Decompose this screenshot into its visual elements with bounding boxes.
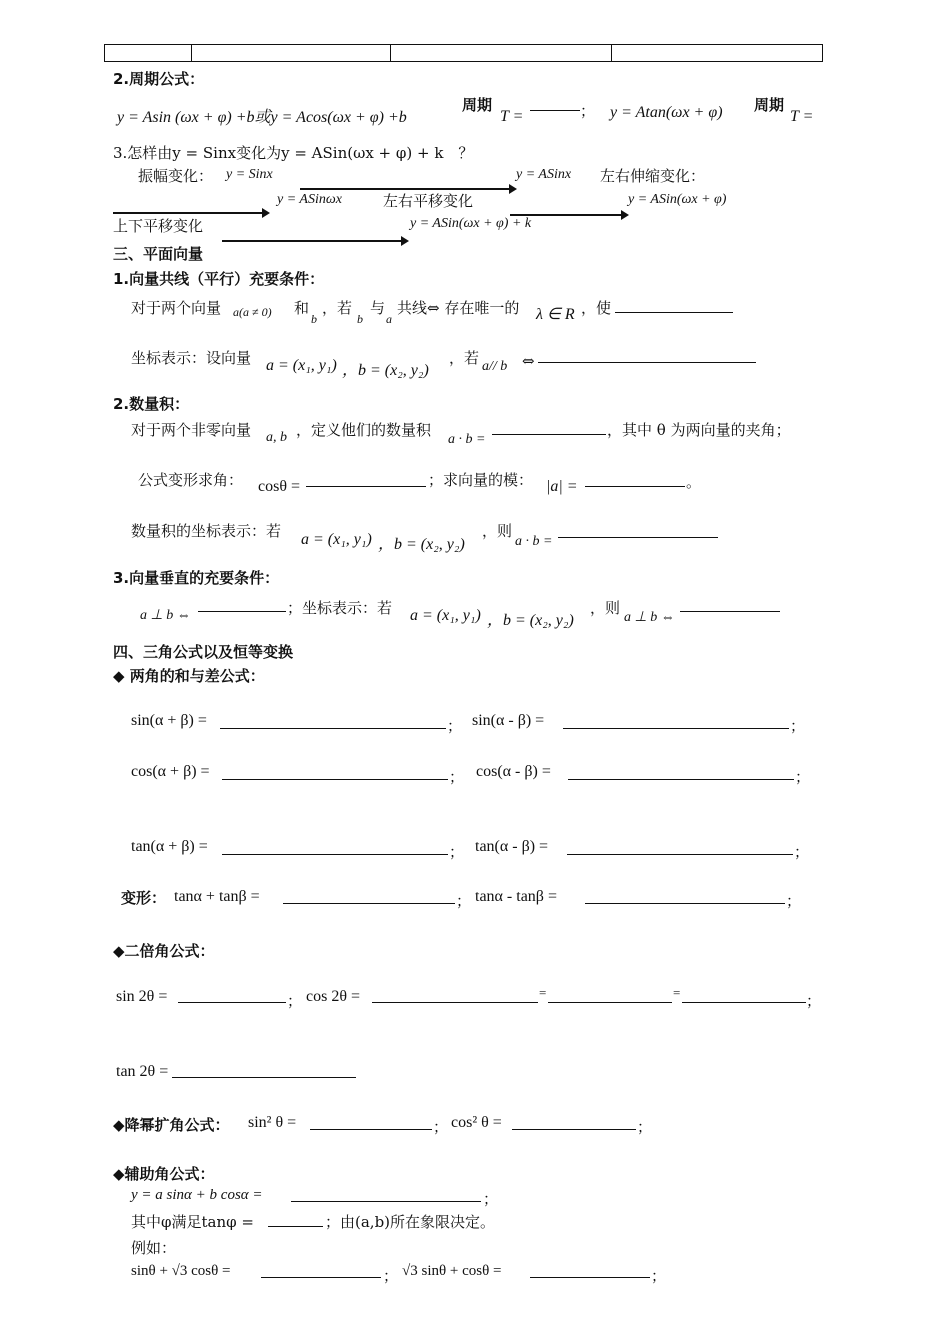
dot-blank bbox=[492, 434, 606, 435]
semicolon: ； bbox=[794, 843, 810, 861]
arrow-icon bbox=[222, 240, 402, 242]
dotcoord-text-2: ，则 bbox=[482, 522, 513, 540]
blank bbox=[563, 728, 789, 729]
collinear-vec-a: a(a ≠ 0) bbox=[233, 305, 272, 319]
coord-vec-b: ，b = (x₂, y₂) bbox=[342, 362, 429, 379]
semicolon: ； bbox=[651, 1267, 667, 1285]
coord-iff: ⇔ bbox=[522, 352, 535, 370]
blank bbox=[585, 903, 785, 904]
dot-vecs: a, b bbox=[266, 430, 287, 445]
modulus: |a| = bbox=[546, 478, 578, 495]
semicolon: ； bbox=[637, 1118, 653, 1136]
cos-2theta: cos 2θ = bbox=[306, 988, 361, 1005]
blank bbox=[291, 1201, 481, 1202]
blank bbox=[372, 1002, 538, 1003]
sin-squared: sin² θ = bbox=[248, 1114, 297, 1131]
collinear-text-5: 共线⇔ 存在唯一的 bbox=[397, 299, 520, 317]
coord-vec-a: a = (x₁, y₁) bbox=[266, 357, 337, 374]
table-cell bbox=[105, 45, 192, 62]
variant-label: 变形： bbox=[121, 889, 167, 907]
vectors-heading: 三、平面向量 bbox=[113, 245, 204, 263]
transform-stretch-to: y = ASinωx bbox=[277, 192, 342, 207]
semicolon: ； bbox=[383, 1267, 399, 1285]
equals: = bbox=[673, 985, 681, 1000]
collinear-text-1: 对于两个向量 bbox=[131, 299, 222, 317]
period-heading: 2.周期公式： bbox=[113, 70, 205, 88]
blank bbox=[567, 854, 793, 855]
table-cell bbox=[391, 45, 612, 62]
blank bbox=[310, 1129, 432, 1130]
transform-shift-label: 左右平移变化 bbox=[383, 192, 474, 210]
semicolon: ； bbox=[483, 1190, 499, 1208]
transform-amp-label: 振幅变化： bbox=[138, 167, 214, 185]
semicolon: ； bbox=[806, 992, 822, 1010]
sin-plus: sin(α + β) = bbox=[131, 712, 207, 729]
table-cell bbox=[192, 45, 391, 62]
coord-text-2: ，若 bbox=[449, 349, 480, 367]
dot-text-2: ，定义他们的数量积 bbox=[296, 421, 432, 439]
collinear-text-6: ，使 bbox=[581, 299, 612, 317]
blank bbox=[548, 1002, 672, 1003]
angle-blank bbox=[306, 486, 426, 487]
blank bbox=[568, 779, 794, 780]
modulus-blank bbox=[585, 486, 685, 487]
transform-heading: 3.怎样由y = Sinx变化为y = ASin(ωx + φ) + k ？ bbox=[113, 144, 474, 162]
dot-text-1: 对于两个非零向量 bbox=[131, 421, 252, 439]
coord-vec-parallel: a// b bbox=[482, 359, 508, 374]
transform-ud-label: 上下平移变化 bbox=[113, 217, 204, 235]
arrow-icon bbox=[113, 212, 263, 214]
semicolon: ； bbox=[790, 717, 806, 735]
cos-minus: cos(α - β) = bbox=[476, 763, 551, 780]
semicolon: ； bbox=[795, 768, 811, 786]
tan-2theta: tan 2θ = bbox=[116, 1063, 169, 1080]
perp-vec-b: ，b = (x₂, y₂) bbox=[487, 612, 574, 629]
dotcoord-expr: a · b = bbox=[515, 534, 553, 549]
blank bbox=[283, 903, 455, 904]
period-label-1: 周期 bbox=[462, 96, 493, 114]
perp-heading: 3.向量垂直的充要条件： bbox=[113, 569, 280, 587]
collinear-text-3: ，若 bbox=[322, 299, 353, 317]
aux-phi-text-2: ；由(a,b)所在象限决定。 bbox=[325, 1213, 496, 1231]
trig-heading: 四、三角公式以及恒等变换 bbox=[113, 643, 294, 661]
blank bbox=[512, 1129, 636, 1130]
collinear-text-4: 与 bbox=[370, 299, 386, 317]
example-1: sinθ + √3 cosθ = bbox=[131, 1263, 231, 1279]
collinear-lambda: λ ∈ R bbox=[536, 306, 575, 323]
blank bbox=[222, 854, 448, 855]
blank bbox=[261, 1277, 381, 1278]
dotcoord-text-1: 数量积的坐标表示：若 bbox=[131, 522, 282, 540]
reduce-power-heading: ◆降幂扩角公式： bbox=[113, 1116, 230, 1134]
aux-phi-text-1: 其中φ满足tanφ = bbox=[131, 1213, 254, 1231]
collinear-blank bbox=[615, 312, 733, 313]
coord-text-1: 坐标表示：设向量 bbox=[131, 349, 252, 367]
angle-cos: cosθ = bbox=[258, 478, 301, 495]
collinear-heading: 1.向量共线（平行）充要条件： bbox=[113, 270, 325, 288]
collinear-vec-a2: a bbox=[386, 312, 392, 326]
blank bbox=[172, 1077, 356, 1078]
collinear-vec-b2: b bbox=[357, 312, 363, 326]
transform-stretch-label: 左右伸缩变化： bbox=[600, 167, 706, 185]
period-formula-sin-cos: y = Asin (ωx + φ) +b或y = Acos(ωx + φ) +b bbox=[117, 109, 407, 126]
period-T-2: T = bbox=[790, 108, 814, 125]
dot-expr: a · b = bbox=[448, 432, 486, 447]
cos-plus: cos(α + β) = bbox=[131, 763, 210, 780]
tan-plus: tan(α + β) = bbox=[131, 838, 208, 855]
tan-diff: tanα - tanβ = bbox=[475, 888, 557, 905]
transform-amp-to: y = ASinx bbox=[516, 167, 572, 182]
transform-shift-to: y = ASin(ωx + φ) bbox=[628, 192, 727, 207]
semicolon: ； bbox=[449, 768, 465, 786]
aux-formula: y = a sinα + b cosα = bbox=[131, 1187, 263, 1203]
semicolon: ； bbox=[456, 892, 472, 910]
semicolon: ； bbox=[433, 1118, 449, 1136]
dot-text-3: ，其中 θ 为两向量的夹角； bbox=[607, 421, 791, 439]
blank bbox=[178, 1002, 286, 1003]
perp-text-1: ；坐标表示：若 bbox=[287, 599, 393, 617]
dotcoord-blank bbox=[558, 537, 718, 538]
transform-ud-to: y = ASin(ωx + φ) + k bbox=[410, 216, 532, 231]
angle-text-3: 。 bbox=[686, 473, 702, 491]
semicolon: ； bbox=[449, 843, 465, 861]
blank bbox=[682, 1002, 806, 1003]
top-table bbox=[104, 44, 823, 62]
perp-vec-a: a = (x₁, y₁) bbox=[410, 607, 481, 624]
sin-minus: sin(α - β) = bbox=[472, 712, 545, 729]
dotcoord-vec-b: ，b = (x₂, y₂) bbox=[378, 536, 465, 553]
perp-expr-2: a ⊥ b ⇔ bbox=[624, 610, 675, 625]
semicolon: ； bbox=[287, 992, 303, 1010]
angle-text-2: ；求向量的模： bbox=[428, 471, 534, 489]
blank bbox=[268, 1226, 323, 1227]
semicolon: ； bbox=[447, 717, 463, 735]
perp-expr: a ⊥ b ⇔ bbox=[140, 608, 191, 623]
double-angle-heading: ◆二倍角公式： bbox=[113, 942, 215, 960]
coord-blank bbox=[538, 362, 756, 363]
example-label: 例如： bbox=[131, 1239, 177, 1257]
sin-2theta: sin 2θ = bbox=[116, 988, 168, 1005]
blank bbox=[220, 728, 446, 729]
collinear-text-2: 和 bbox=[294, 299, 310, 317]
period-label-2: 周期 bbox=[754, 96, 785, 114]
period-T-1: T = bbox=[500, 108, 524, 125]
tan-minus: tan(α - β) = bbox=[475, 838, 549, 855]
blank bbox=[530, 1277, 650, 1278]
table-cell bbox=[612, 45, 823, 62]
perp-blank-1 bbox=[198, 611, 286, 612]
equals: = bbox=[539, 985, 547, 1000]
transform-amp-from: y = Sinx bbox=[226, 167, 273, 182]
period-sep: ； bbox=[580, 102, 596, 120]
blank bbox=[222, 779, 448, 780]
perp-blank-2 bbox=[680, 611, 780, 612]
sum-diff-heading: ◆ 两角的和与差公式： bbox=[113, 667, 265, 685]
example-2: √3 sinθ + cosθ = bbox=[402, 1263, 502, 1279]
aux-angle-heading: ◆辅助角公式： bbox=[113, 1165, 215, 1183]
semicolon: ； bbox=[786, 892, 802, 910]
tan-sum: tanα + tanβ = bbox=[174, 888, 260, 905]
angle-text-1: 公式变形求角： bbox=[138, 471, 244, 489]
period-formula-tan: y = Atan(ωx + φ) bbox=[610, 104, 723, 121]
collinear-vec-b: b bbox=[311, 312, 317, 326]
dot-heading: 2.数量积： bbox=[113, 395, 190, 413]
period-blank-1 bbox=[530, 110, 580, 111]
dotcoord-vec-a: a = (x₁, y₁) bbox=[301, 531, 372, 548]
cos-squared: cos² θ = bbox=[451, 1114, 502, 1131]
perp-text-2: ，则 bbox=[590, 599, 621, 617]
